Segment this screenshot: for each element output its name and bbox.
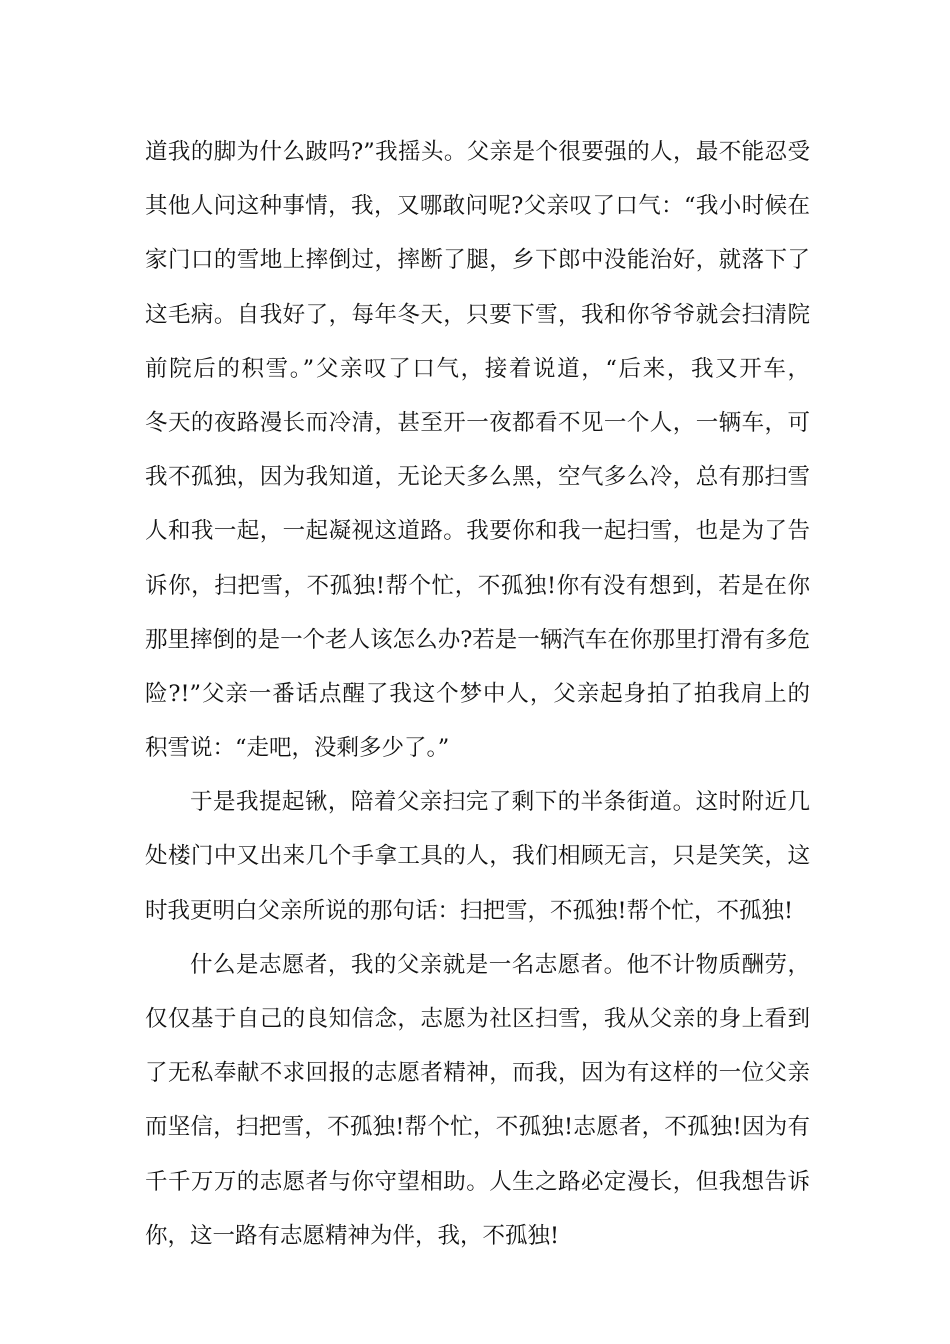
text-line: 处楼门中又出来几个手拿工具的人，我们相顾无言，只是笑笑，这 bbox=[145, 843, 810, 870]
text-line: 你，这一路有志愿精神为伴，我，不孤独! bbox=[145, 1222, 560, 1249]
text-line: 家门口的雪地上摔倒过，摔断了腿，乡下郎中没能治好，就落下了 bbox=[145, 247, 810, 274]
text-line: 其他人问这种事情，我，又哪敢问呢?父亲叹了口气：“我小时候在 bbox=[145, 193, 810, 220]
text-line: 那里摔倒的是一个老人该怎么办?若是一辆汽车在你那里打滑有多危 bbox=[145, 626, 810, 653]
text-line: 而坚信，扫把雪，不孤独!帮个忙，不孤独!志愿者，不孤独!因为有 bbox=[145, 1114, 810, 1141]
text-line: 时我更明白父亲所说的那句话：扫把雪，不孤独!帮个忙，不孤独! bbox=[145, 897, 794, 924]
text-line: 我不孤独，因为我知道，无论天多么黑，空气多么冷，总有那扫雪 bbox=[145, 464, 810, 491]
text-line: 险?!”父亲一番话点醒了我这个梦中人，父亲起身拍了拍我肩上的 bbox=[145, 680, 810, 707]
text-line: 这毛病。自我好了，每年冬天，只要下雪，我和你爷爷就会扫清院 bbox=[145, 301, 810, 328]
text-line: 千千万万的志愿者与你守望相助。人生之路必定漫长，但我想告诉 bbox=[145, 1168, 810, 1195]
text-line: 诉你，扫把雪，不孤独!帮个忙，不孤独!你有没有想到，若是在你 bbox=[145, 572, 810, 599]
text-line: 积雪说：“走吧，没剩多少了。” bbox=[145, 735, 450, 762]
text-line: 前院后的积雪。”父亲叹了口气，接着说道，“后来，我又开车， bbox=[145, 355, 810, 382]
text-line: 于是我提起锹，陪着父亲扫完了剩下的半条街道。这时附近几 bbox=[190, 789, 810, 816]
text-line: 人和我一起，一起凝视这道路。我要你和我一起扫雪，也是为了告 bbox=[145, 518, 810, 545]
text-line: 什么是志愿者，我的父亲就是一名志愿者。他不计物质酬劳， bbox=[190, 951, 810, 978]
text-line: 冬天的夜路漫长而冷清，甚至开一夜都看不见一个人，一辆车，可 bbox=[145, 409, 810, 436]
text-line: 道我的脚为什么跛吗?”我摇头。父亲是个很要强的人，最不能忍受 bbox=[145, 139, 810, 165]
text-line: 了无私奉献不求回报的志愿者精神，而我，因为有这样的一位父亲 bbox=[145, 1060, 810, 1087]
body-text bbox=[145, 125, 810, 1263]
text-line: 仅仅基于自己的良知信念，志愿为社区扫雪，我从父亲的身上看到 bbox=[145, 1006, 810, 1032]
